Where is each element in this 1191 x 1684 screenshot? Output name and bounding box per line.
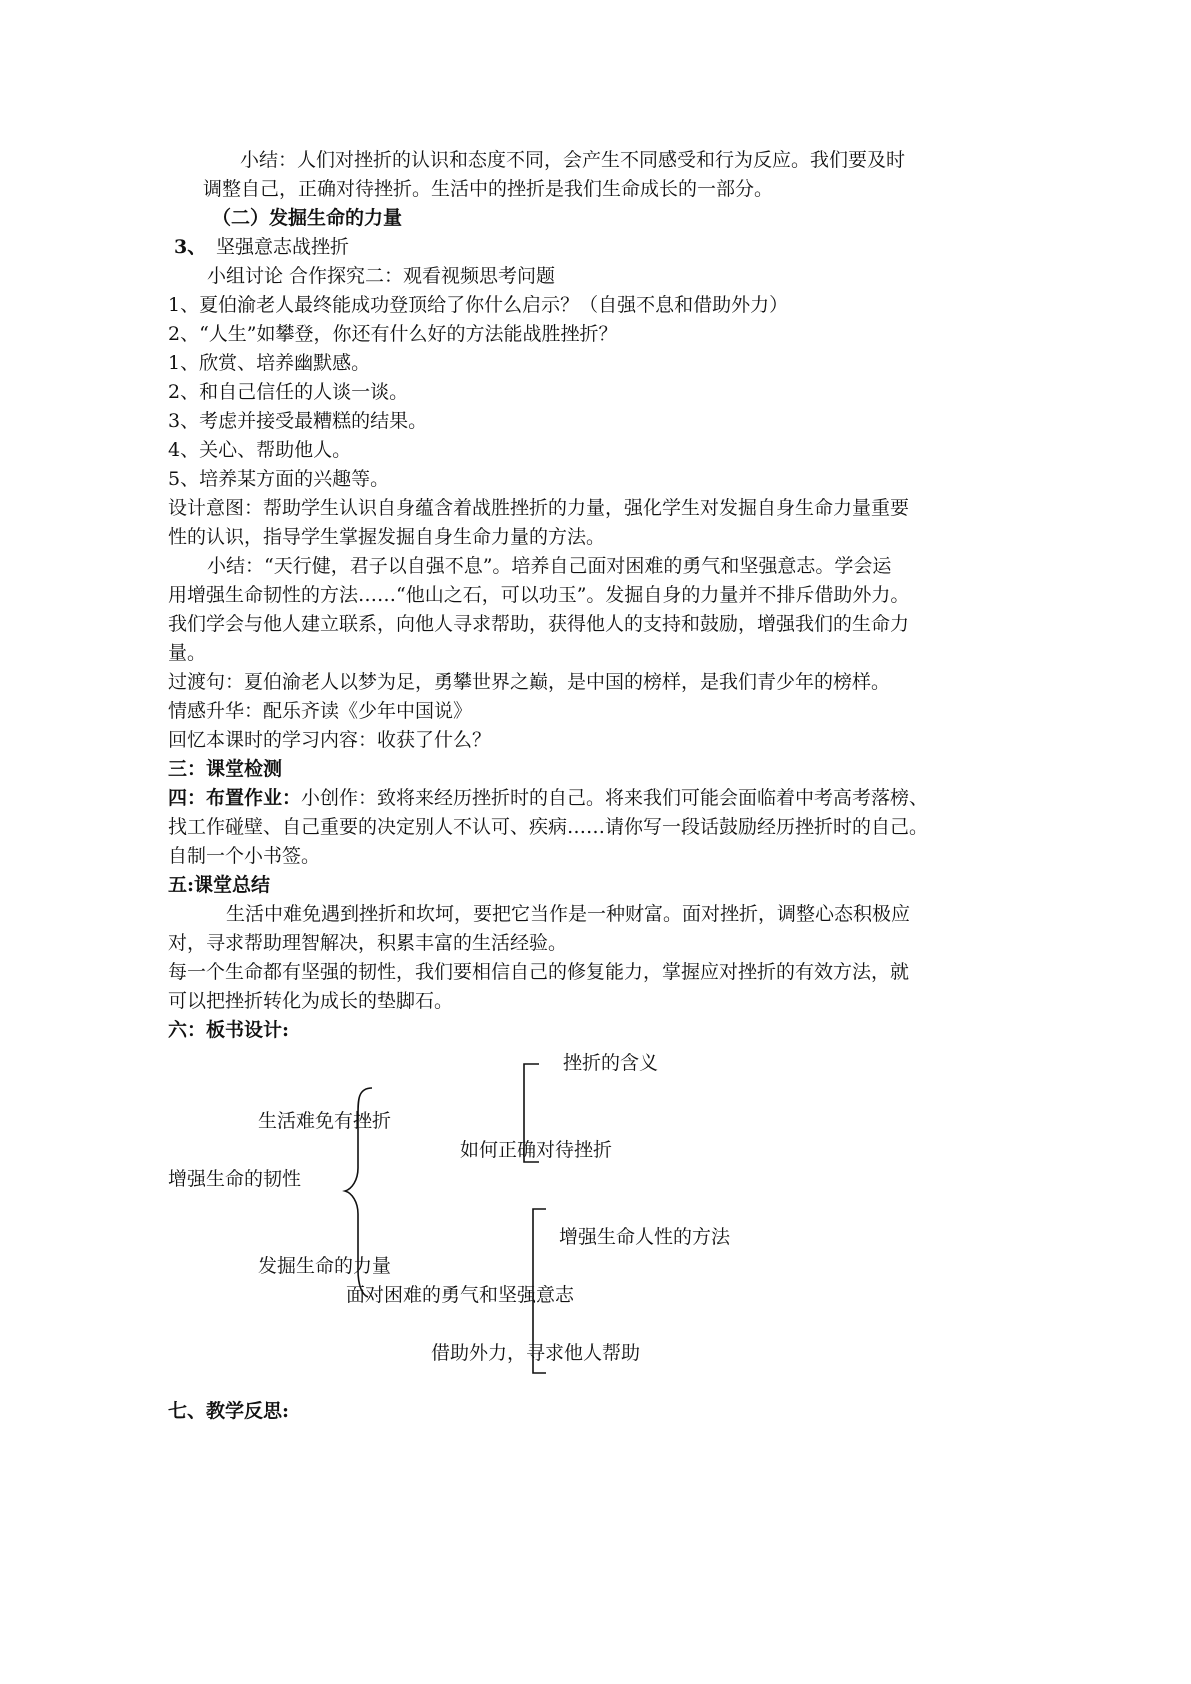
recall-prompt: 回忆本课时的学习内容：收获了什么？ [168, 729, 492, 751]
conclusion-line3: 每一个生命都有坚强的韧性，我们要相信自己的修复能力，掌握应对挫折的有效方法，就 [168, 961, 910, 983]
question-2: 2、“人生”如攀登，你还有什么好的方法能战胜挫折？ [168, 323, 618, 345]
homework-line3: 自制一个小书签。 [168, 845, 321, 867]
homework-label: 四：布置作业： [168, 787, 302, 809]
homework-text: 小创作：致将来经历挫折时的自己。将来我们可能会面临着中考高考落榜、 [301, 787, 929, 809]
summary2-line4: 量。 [168, 642, 207, 664]
method-1: 1、欣赏、培养幽默感。 [168, 352, 371, 374]
board-sub2-top: 增强生命人性的方法 [559, 1226, 731, 1248]
section3-heading: 三：课堂检测 [168, 758, 283, 780]
conclusion-line1: 生活中难免遇到挫折和坎坷，要把它当作是一种财富。面对挫折，调整心态积极应 [226, 903, 911, 925]
board-sub1-mid: 如何正确对待挫折 [460, 1139, 613, 1161]
item3-number: 3、 [174, 236, 207, 258]
method-2: 2、和自己信任的人谈一谈。 [168, 381, 409, 403]
summary2-line2: 用增强生命韧性的方法……“他山之石，可以功玉”。发掘自身的力量并不排斥借助外力。 [168, 584, 910, 606]
method-5: 5、培养某方面的兴趣等。 [168, 468, 390, 490]
board-root: 增强生命的韧性 [168, 1168, 302, 1190]
design-intent-line2: 性的认识，指导学生掌握发掘自身生命力量的方法。 [168, 526, 606, 548]
conclusion-line2: 对，寻求帮助理智解决，积累丰富的生活经验。 [168, 932, 568, 954]
summary1-line2: 调整自己，正确对待挫折。生活中的挫折是我们生命成长的一部分。 [203, 178, 774, 200]
section2-heading: （二）发掘生命的力量 [212, 207, 403, 229]
board-sub2-bottom: 借助外力，寻求他人帮助 [431, 1342, 641, 1364]
item3-title: 坚强意志战挫折 [216, 236, 350, 258]
transition-sentence: 过渡句：夏伯渝老人以梦为足，勇攀世界之巅，是中国的榜样，是我们青少年的榜样。 [168, 671, 891, 693]
section6-heading: 六：板书设计: [168, 1019, 290, 1041]
board-sub1-top: 挫折的含义 [563, 1052, 659, 1074]
summary2-line1: 小结：“天行健，君子以自强不息”。培养自己面对困难的勇气和坚强意志。学会运 [207, 555, 892, 577]
board-sub2-mid: 面对困难的勇气和坚强意志 [346, 1284, 575, 1306]
method-4: 4、关心、帮助他人。 [168, 439, 352, 461]
summary1-line1: 小结：人们对挫折的认识和态度不同，会产生不同感受和行为反应。我们要及时 [240, 149, 906, 171]
section5-heading: 五:课堂总结 [168, 874, 271, 896]
section7-heading: 七、教学反思: [168, 1400, 290, 1422]
board-branch1: 生活难免有挫折 [258, 1110, 392, 1132]
board-branch2: 发掘生命的力量 [258, 1255, 392, 1277]
conclusion-line4: 可以把挫折转化为成长的垫脚石。 [168, 990, 454, 1012]
emotion-sublimation: 情感升华：配乐齐读《少年中国说》 [168, 700, 473, 722]
summary2-line3: 我们学会与他人建立联系，向他人寻求帮助，获得他人的支持和鼓励，增强我们的生命力 [168, 613, 910, 635]
homework-line2: 找工作碰壁、自己重要的决定别人不认可、疾病……请你写一段话鼓励经历挫折时的自己。 [168, 816, 929, 838]
group-discussion: 小组讨论 合作探究二：观看视频思考问题 [207, 265, 556, 287]
method-3: 3、考虑并接受最糟糕的结果。 [168, 410, 428, 432]
design-intent-line1: 设计意图：帮助学生认识自身蕴含着战胜挫折的力量，强化学生对发掘自身生命力量重要 [168, 497, 910, 519]
question-1: 1、夏伯渝老人最终能成功登顶给了你什么启示？（自强不息和借助外力） [168, 294, 789, 316]
